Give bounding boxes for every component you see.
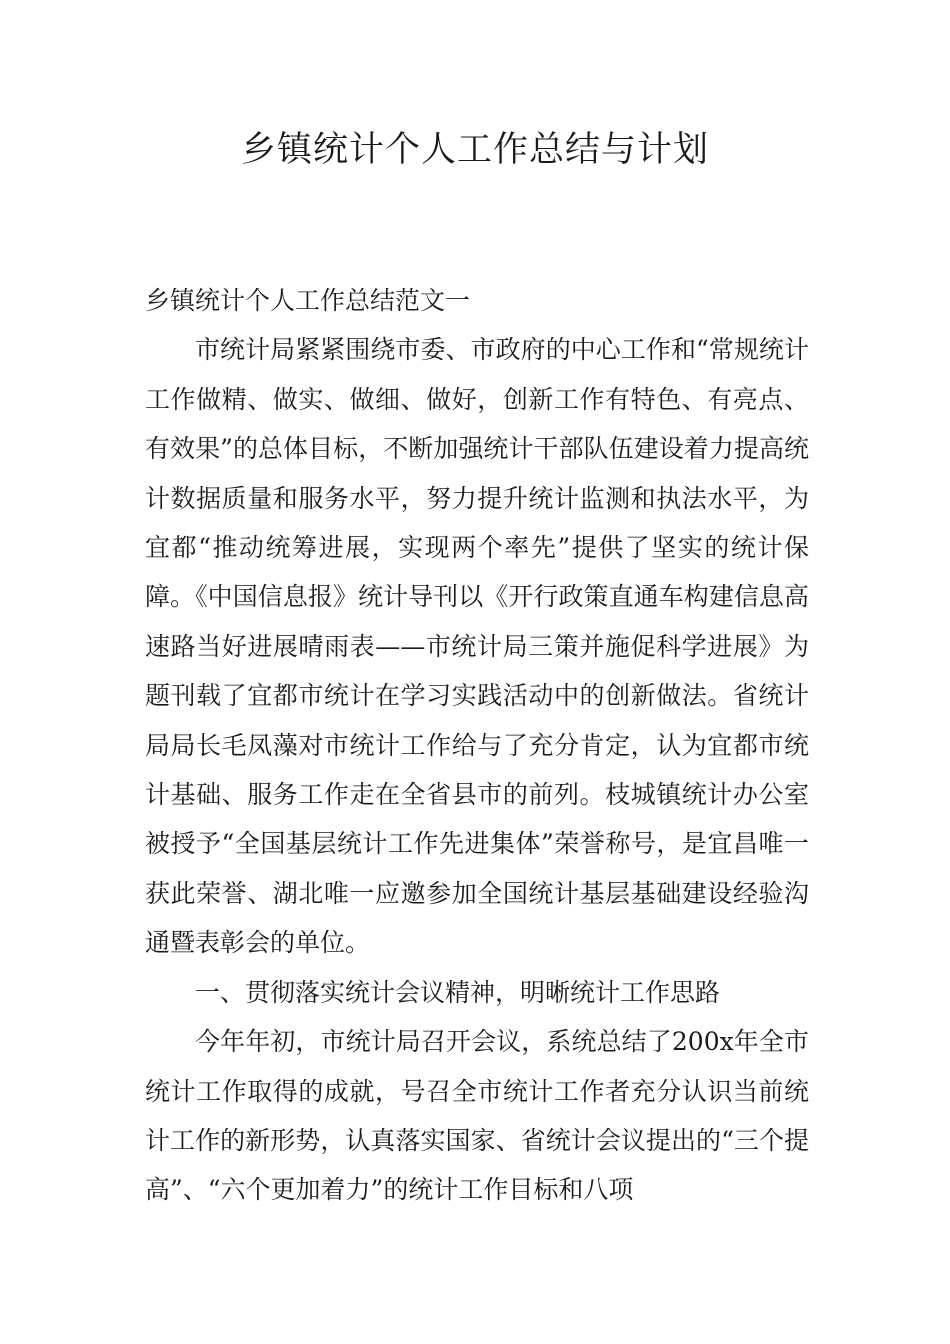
document-body (145, 276, 809, 1215)
section-subtitle: 乡镇统计个人工作总结范文一 (145, 286, 471, 315)
section-heading-1: 一、贯彻落实统计会议精神，明晰统计工作思路 (195, 977, 721, 1007)
paragraph-intro: 市统计局紧紧围绕市委、市政府的中心工作和“常规统计工作做精、做实、做细、做好，创新工作有特色、有亮点、有效果”的总体目标，不断加强统计干部队伍建设着力提高统计数据质量和服务水平，努力提升统计监测和执法水平，为宜都“推动统筹进展，实现两个率先”提供了坚实的统计保障。《中国信息报》统计导刊以《开行政策直通车构建信息高速路当好进展晴雨表——市统计局三策并施促科学进展》为题刊载了宜都市统计在学习实践活动中的创新做法。省统计局局长毛凤藻对市统计工作给与了充分肯定，认为宜都市统计基础、服务工作走在全省县市的前列。枝城镇统计办公室被授予“全国基层统计工作先进集体”荣誉称号，是宜昌唯一获此荣誉、湖北唯一应邀参加全国统计基层基础建设经验沟通暨表彰会的单位。 (145, 335, 809, 958)
document-title: 乡镇统计个人工作总结与计划 (240, 130, 709, 170)
paragraph-section-1: 今年年初，市统计局召开会议，系统总结了200x年全市统计工作取得的成就，号召全市统计工作者充分认识当前统计工作的新形势，认真落实国家、省统计会议提出的“三个提高”、“六个更加着力”的统计工作目标和八项 (145, 1027, 809, 1205)
